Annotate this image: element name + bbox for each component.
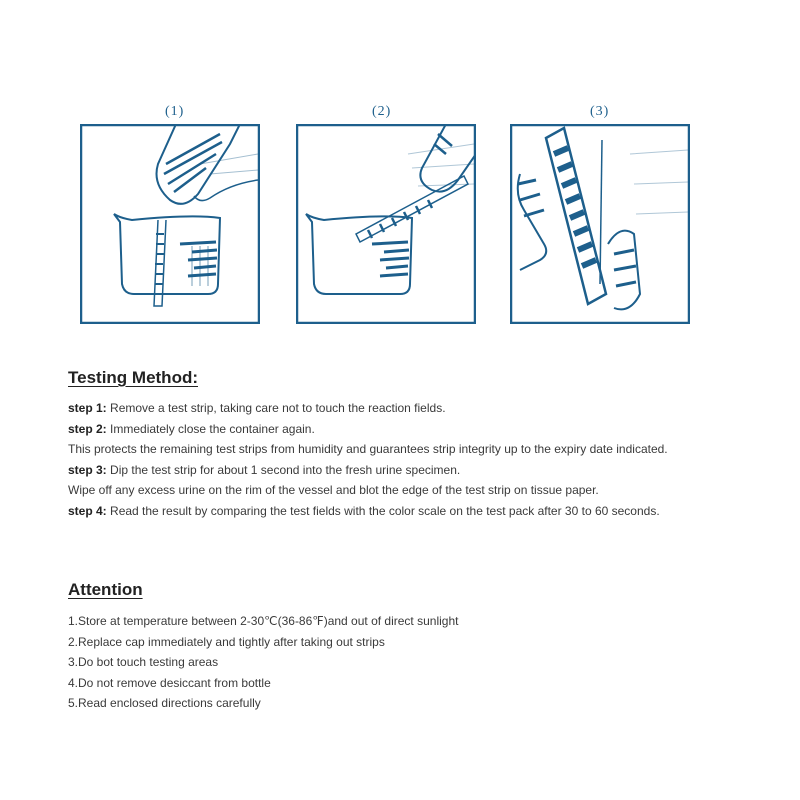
step-text: Dip the test strip for about 1 second into the fresh urine specimen. [106,462,461,477]
step-text: This protects the remaining test strips from humidity and guarantees strip integrity up to the expiry date indicated. [68,442,668,456]
panel-3-number: (3) [590,104,610,119]
step-3-note [68,480,748,501]
step-1-paragraph [68,398,748,419]
testing-method-steps [68,398,748,521]
step-text: Read the result by comparing the test fields with the color scale on the test pack after 30 to 60 seconds. [106,503,660,518]
attention-heading: Attention [68,580,143,599]
pouring-urine-into-cup-icon [80,124,260,324]
step-2-note [68,439,748,460]
attention-item: 4.Do not remove desiccant from bottle [68,675,271,690]
instruction-figure [0,0,800,340]
step-2-paragraph [68,419,748,440]
step-text: Immediately close the container again. [106,421,315,436]
dipping-strip-into-cup-icon [296,124,476,324]
panel-1-number: (1) [165,104,185,119]
compare-strip-to-bottle-icon [510,124,690,324]
step-label: step 1: [68,401,107,415]
step-4-paragraph [68,501,748,522]
attention-list [68,611,748,714]
step-label: step 2: [68,421,107,436]
step-label: step 4: [68,503,107,518]
attention-item: 3.Do bot touch testing areas [68,655,219,669]
testing-method-heading: Testing Method: [68,368,198,387]
attention-item: 2.Replace cap immediately and tightly after taking out strips [68,634,385,649]
panel-2-number: (2) [372,104,392,119]
attention-item: 1.Store at temperature between 2-30℃(36-86℉)and out of direct sunlight [68,614,459,628]
step-text: Wipe off any excess urine on the rim of the vessel and blot the edge of the test strip on tissue paper. [68,483,599,497]
step-label: step 3: [68,462,107,477]
attention-item: 5.Read enclosed directions carefully [68,696,261,710]
step-3-paragraph [68,460,748,481]
step-text: Remove a test strip, taking care not to touch the reaction fields. [106,401,446,415]
